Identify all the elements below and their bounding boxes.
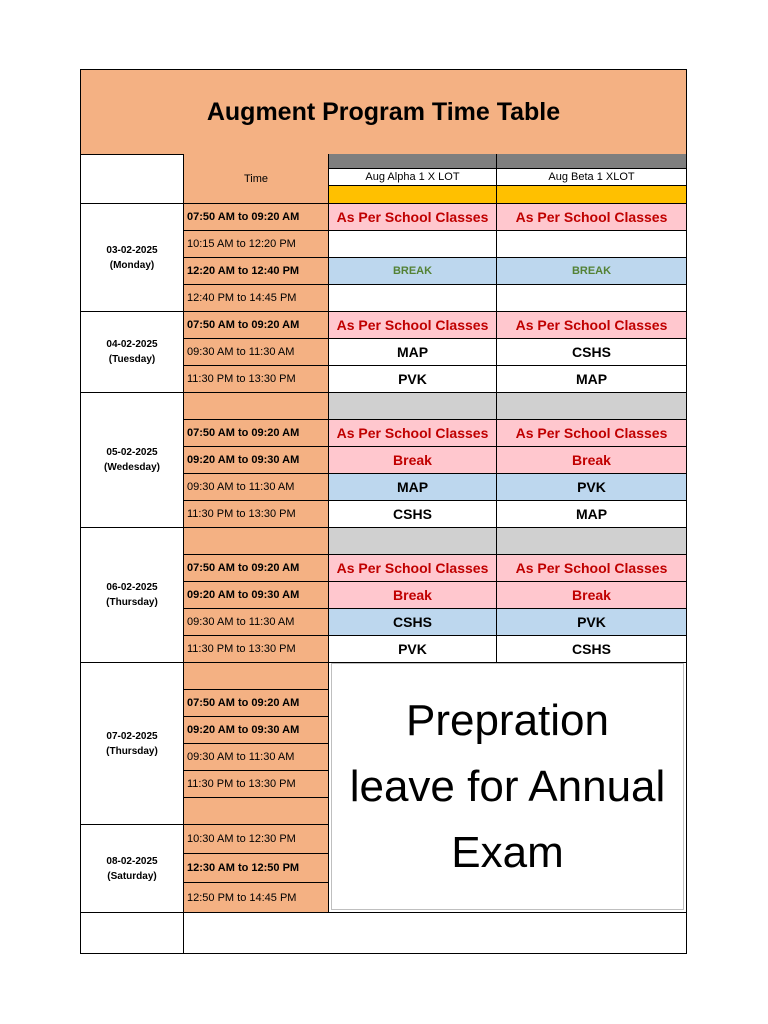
time-cell: 12:50 PM to 14:45 PM bbox=[184, 883, 329, 913]
time-cell: 09:20 AM to 09:30 AM bbox=[184, 717, 329, 744]
slot-cell bbox=[329, 285, 497, 312]
time-cell: 07:50 AM to 09:20 AM bbox=[184, 420, 329, 447]
time-cell: 12:30 AM to 12:50 PM bbox=[184, 854, 329, 883]
timetable-sheet bbox=[80, 69, 687, 954]
slot-cell: As Per School Classes bbox=[497, 312, 686, 339]
slot-cell: Break bbox=[497, 447, 686, 474]
slot-cell: CSHS bbox=[329, 501, 497, 528]
slot-cell bbox=[497, 528, 686, 555]
header-blank-cell bbox=[81, 154, 184, 204]
time-cell: 12:40 PM to 14:45 PM bbox=[184, 285, 329, 312]
date-cell: 05-02-2025 (Wedesday) bbox=[81, 393, 184, 528]
date-cell: 07-02-2025 (Thursday) bbox=[81, 663, 184, 825]
time-cell: 09:30 AM to 11:30 AM bbox=[184, 744, 329, 771]
time-cell: 07:50 AM to 09:20 AM bbox=[184, 690, 329, 717]
slot-cell: CSHS bbox=[497, 636, 686, 663]
slot-cell: As Per School Classes bbox=[329, 420, 497, 447]
time-cell: 07:50 AM to 09:20 AM bbox=[184, 204, 329, 231]
header-col2-bar bbox=[497, 186, 686, 204]
slot-cell: As Per School Classes bbox=[497, 555, 686, 582]
time-cell: 07:50 AM to 09:20 AM bbox=[184, 555, 329, 582]
slot-cell: PVK bbox=[497, 609, 686, 636]
slot-cell: BREAK bbox=[497, 258, 686, 285]
slot-cell bbox=[329, 528, 497, 555]
time-cell: 11:30 PM to 13:30 PM bbox=[184, 636, 329, 663]
slot-cell: MAP bbox=[329, 339, 497, 366]
time-cell-blank bbox=[184, 798, 329, 825]
slot-cell: MAP bbox=[497, 501, 686, 528]
slot-cell: As Per School Classes bbox=[497, 204, 686, 231]
slot-cell bbox=[329, 231, 497, 258]
time-cell-blank bbox=[184, 663, 329, 690]
header-col1-top bbox=[329, 154, 497, 169]
time-cell: 09:30 AM to 11:30 AM bbox=[184, 609, 329, 636]
date-cell: 06-02-2025 (Thursday) bbox=[81, 528, 184, 663]
slot-cell: PVK bbox=[329, 636, 497, 663]
slot-cell: PVK bbox=[329, 366, 497, 393]
preparation-leave-notice: Prepration leave for Annual Exam bbox=[331, 663, 684, 910]
time-cell: 10:30 AM to 12:30 PM bbox=[184, 825, 329, 854]
time-cell: 10:15 AM to 12:20 PM bbox=[184, 231, 329, 258]
slot-cell: As Per School Classes bbox=[329, 204, 497, 231]
page-title: Augment Program Time Table bbox=[81, 70, 686, 155]
slot-cell: BREAK bbox=[329, 258, 497, 285]
footer-cell bbox=[184, 913, 686, 953]
slot-cell bbox=[497, 393, 686, 420]
time-cell: 07:50 AM to 09:20 AM bbox=[184, 312, 329, 339]
header-col1-label: Aug Alpha 1 X LOT bbox=[329, 169, 497, 186]
time-cell-blank bbox=[184, 528, 329, 555]
time-cell: 11:30 PM to 13:30 PM bbox=[184, 501, 329, 528]
time-cell: 09:30 AM to 11:30 AM bbox=[184, 474, 329, 501]
date-cell: 04-02-2025 (Tuesday) bbox=[81, 312, 184, 393]
header-time-cell: Time bbox=[184, 154, 329, 204]
header-col1-bar bbox=[329, 186, 497, 204]
slot-cell: PVK bbox=[497, 474, 686, 501]
slot-cell: MAP bbox=[497, 366, 686, 393]
slot-cell bbox=[497, 285, 686, 312]
time-cell: 11:30 PM to 13:30 PM bbox=[184, 366, 329, 393]
slot-cell: Break bbox=[329, 447, 497, 474]
time-cell-blank bbox=[184, 393, 329, 420]
slot-cell: CSHS bbox=[329, 609, 497, 636]
time-cell: 09:30 AM to 11:30 AM bbox=[184, 339, 329, 366]
date-cell: 08-02-2025 (Saturday) bbox=[81, 825, 184, 913]
time-cell: 11:30 PM to 13:30 PM bbox=[184, 771, 329, 798]
header-col2-top bbox=[497, 154, 686, 169]
slot-cell bbox=[329, 393, 497, 420]
slot-cell: As Per School Classes bbox=[329, 312, 497, 339]
time-cell: 12:20 AM to 12:40 PM bbox=[184, 258, 329, 285]
slot-cell: As Per School Classes bbox=[329, 555, 497, 582]
slot-cell: Break bbox=[329, 582, 497, 609]
slot-cell: MAP bbox=[329, 474, 497, 501]
time-cell: 09:20 AM to 09:30 AM bbox=[184, 582, 329, 609]
footer-cell bbox=[81, 913, 184, 953]
slot-cell bbox=[497, 231, 686, 258]
date-cell: 03-02-2025 (Monday) bbox=[81, 204, 184, 312]
header-col2-label: Aug Beta 1 XLOT bbox=[497, 169, 686, 186]
time-cell: 09:20 AM to 09:30 AM bbox=[184, 447, 329, 474]
slot-cell: CSHS bbox=[497, 339, 686, 366]
slot-cell: Break bbox=[497, 582, 686, 609]
slot-cell: As Per School Classes bbox=[497, 420, 686, 447]
